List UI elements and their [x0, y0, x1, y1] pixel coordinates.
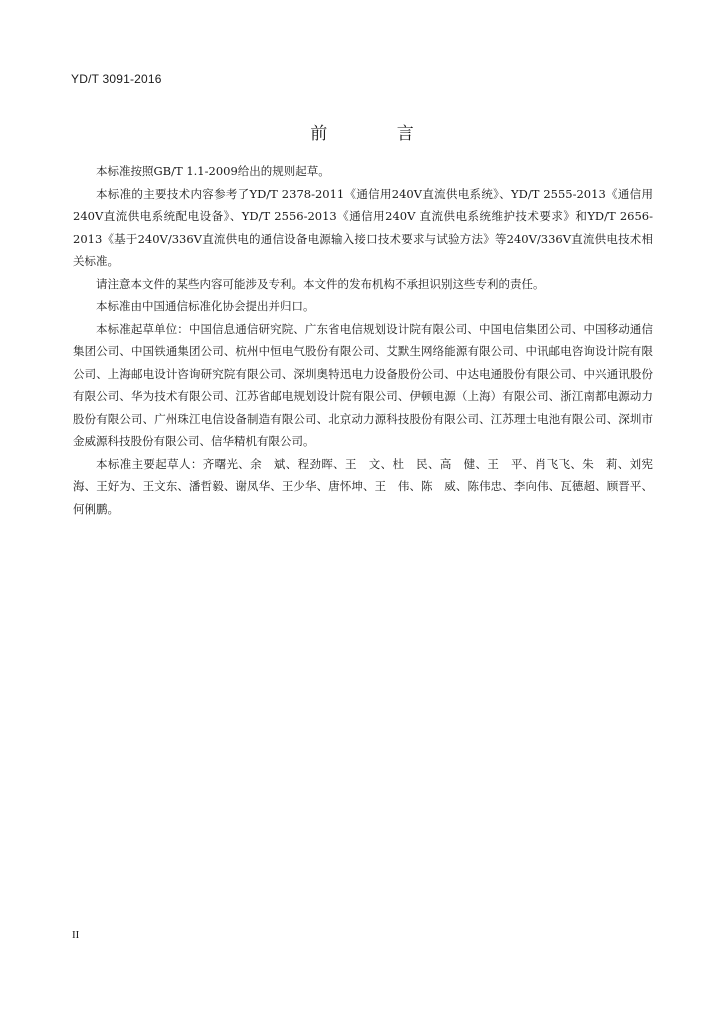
paragraph-drafting-rules: 本标准按照GB/T 1.1-2009给出的规则起草。: [96, 164, 330, 178]
paragraph-drafters: 本标准主要起草人：齐曙光、余 斌、程劲晖、王 文、杜 民、高 健、王 平、肖飞飞、朱 莉、刘宪海、王好为、王文东、潘哲毅、谢凤华、王少华、唐怀坤、王 伟、陈 威、陈伟忠、李向伟、瓦德超、顾晋平、何俐鹏。: [73, 456, 653, 516]
page-number: II: [72, 929, 80, 941]
paragraph-drafting-units: 本标准起草单位：中国信息通信研究院、广东省电信规划设计院有限公司、中国电信集团公司、中国移动通信集团公司、中国铁通集团公司、杭州中恒电气股份有限公司、艾默生网络能源有限公司、中讯邮电咨询设计院有限公司、上海邮电设计咨询研究院有限公司、深圳奥特迅电力设备股份公司、中达电通股份有限公司、中兴通讯股份有限公司、华为技术有限公司、江苏省邮电规划设计院有限公司、伊顿电源（上海）有限公司、浙江南都电源动力股份有限公司、广州珠江电信设备制造有限公司、北京动力源科技股份有限公司、江苏理士电池有限公司、深圳市金威源科技股份有限公司、信华精机有限公司。: [73, 321, 653, 448]
paragraph-proposing-body: 本标准由中国通信标准化协会提出并归口。: [96, 299, 315, 313]
paragraph-technical-references: 本标准的主要技术内容参考了YD/T 2378-2011《通信用240V直流供电系统》、YD/T 2555-2013《通信用240V直流供电系统配电设备》、YD/T 2556-2013《通信用240V 直流供电系统维护技术要求》和YD/T 2656-2013《基于240V/336V直流供电的通信设备电源输入接口技术要求与试验方法》等240V/336V直流供电技术相关标准。: [73, 186, 653, 268]
standard-code-header: YD/T 3091-2016: [71, 72, 162, 86]
page-title: 前 言: [310, 124, 446, 144]
paragraph-patent-notice: 请注意本文件的某些内容可能涉及专利。本文件的发布机构不承担识别这些专利的责任。: [96, 276, 545, 291]
document-body: [73, 160, 653, 520]
